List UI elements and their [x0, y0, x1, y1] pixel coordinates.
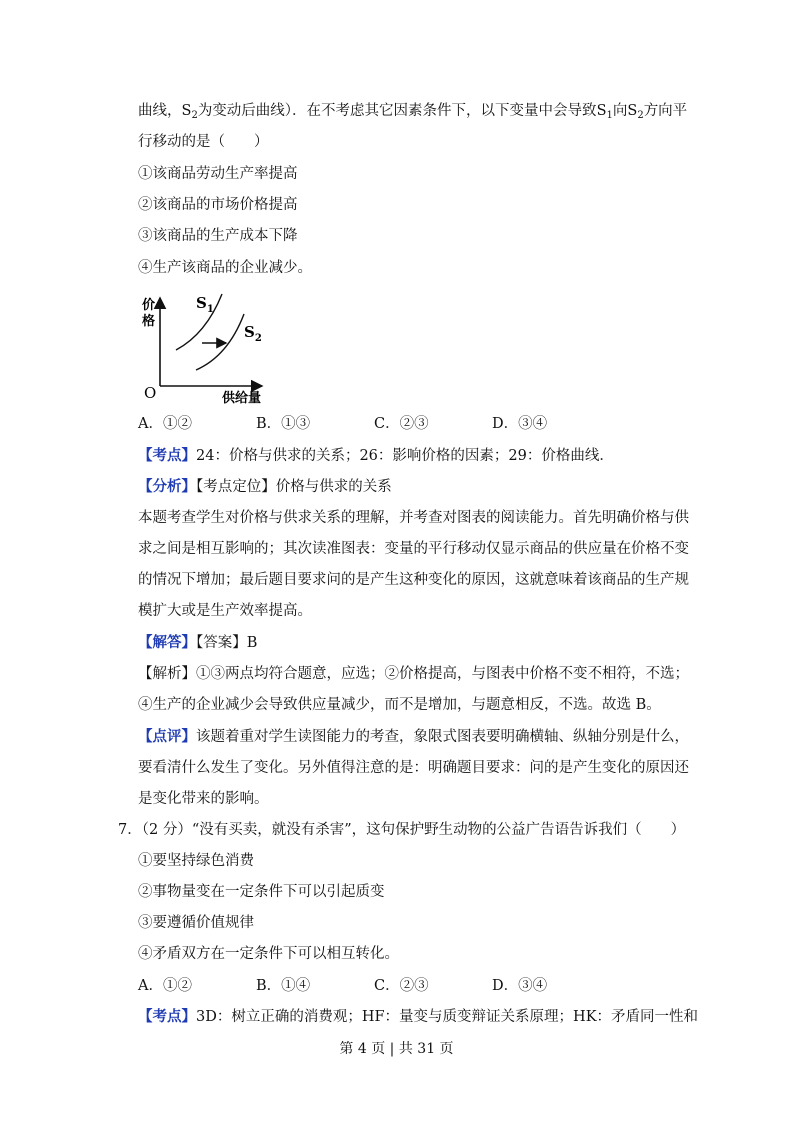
q6-jiexi-line-1: 【解析】①③两点均符合题意，应选；②价格提高，与图表中价格不变不相符，不选； — [138, 666, 689, 682]
q6-dianping-line-3: 是变化带来的影响。 — [138, 791, 269, 807]
origin-label: O — [144, 384, 157, 402]
q6-item-2: ②该商品的市场价格提高 — [138, 197, 298, 213]
q6-option-b[interactable]: B．①③ — [256, 416, 311, 432]
q6-fenxi-line-2: 求之间是相互影响的；其次读准图表：变量的平行移动仅显示商品的供应量在价格不变 — [138, 541, 689, 557]
q7-item-2: ②事物量变在一定条件下可以引起质变 — [138, 884, 385, 900]
s2-label: $S_2$ — [244, 323, 262, 344]
q6-fenxi-line-1: 本题考查学生对价格与供求关系的理解，并考查对图表的阅读能力。首先明确价格与供 — [138, 510, 689, 526]
q6-stem-line2: 行移动的是（ ） — [138, 134, 269, 150]
supply-curve-diagram — [138, 290, 278, 408]
q7-item-4: ④矛盾双方在一定条件下可以相互转化。 — [138, 946, 399, 962]
y-label-1: 价 — [142, 298, 156, 313]
q6-jieda: 【解答】【答案】B — [138, 634, 258, 651]
q6-stem-line1: 曲线，$S_2$为变动后曲线）．在不考虑其它因素条件下，以下变量中会导致$S_1$向$S_2$方向平 — [138, 103, 688, 121]
s1-label: $S_1$ — [196, 294, 214, 315]
q6-fenxi-line-3: 的情况下增加；最后题目要求问的是产生这种变化的原因，这就意味着该商品的生产规 — [138, 572, 689, 588]
q6-fenxi-head: 【分析】【考点定位】价格与供求的关系 — [138, 478, 392, 495]
q6-item-4: ④生产该商品的企业减少。 — [138, 260, 312, 276]
curve-s2 — [196, 314, 244, 370]
q6-dianping-line-2: 要看清什么发生了变化。另外值得注意的是：明确题目要求：问的是产生变化的原因还 — [138, 760, 689, 776]
x-label: 供给量 — [222, 391, 262, 406]
q7-kaodian: 【考点】3D：树立正确的消费观；HF：量变与质变辩证关系原理；HK：矛盾同一性和 — [138, 1008, 699, 1025]
q6-option-d[interactable]: D．③④ — [492, 416, 548, 432]
y-label-2: 格 — [142, 314, 156, 329]
q6-fenxi-line-4: 模扩大或是生产效率提高。 — [138, 603, 312, 619]
q6-kaodian: 【考点】24：价格与供求的关系；26：影响价格的因素；29：价格曲线． — [138, 447, 614, 464]
q7-option-a[interactable]: A．①② — [138, 978, 192, 994]
q6-option-c[interactable]: C．②③ — [374, 416, 429, 432]
q7-option-c[interactable]: C．②③ — [374, 978, 429, 994]
q7-option-d[interactable]: D．③④ — [492, 978, 548, 994]
q7-item-1: ①要坚持绿色消费 — [138, 853, 254, 869]
q6-item-1: ①该商品劳动生产率提高 — [138, 166, 298, 182]
q7-stem: 7．（2 分）“没有买卖，就没有杀害”，这句保护野生动物的公益广告语告诉我们（ ） — [118, 822, 686, 838]
page-footer: 第 4 页 | 共 31 页 — [339, 1041, 454, 1057]
q7-item-3: ③要遵循价值规律 — [138, 915, 254, 931]
q6-option-a[interactable]: A．①② — [138, 416, 192, 432]
q6-options — [138, 414, 610, 434]
q6-item-3: ③该商品的生产成本下降 — [138, 228, 298, 244]
q6-dianping-line-1: 【点评】该题着重对学生读图能力的考查，象限式图表要明确横轴、纵轴分别是什么， — [138, 728, 689, 745]
q7-options — [138, 976, 610, 996]
q7-option-b[interactable]: B．①④ — [256, 978, 311, 994]
q6-jiexi-line-2: ④生产的企业减少会导致供应量减少，而不是增加，与题意相反，不选。故选 B。 — [138, 697, 661, 713]
